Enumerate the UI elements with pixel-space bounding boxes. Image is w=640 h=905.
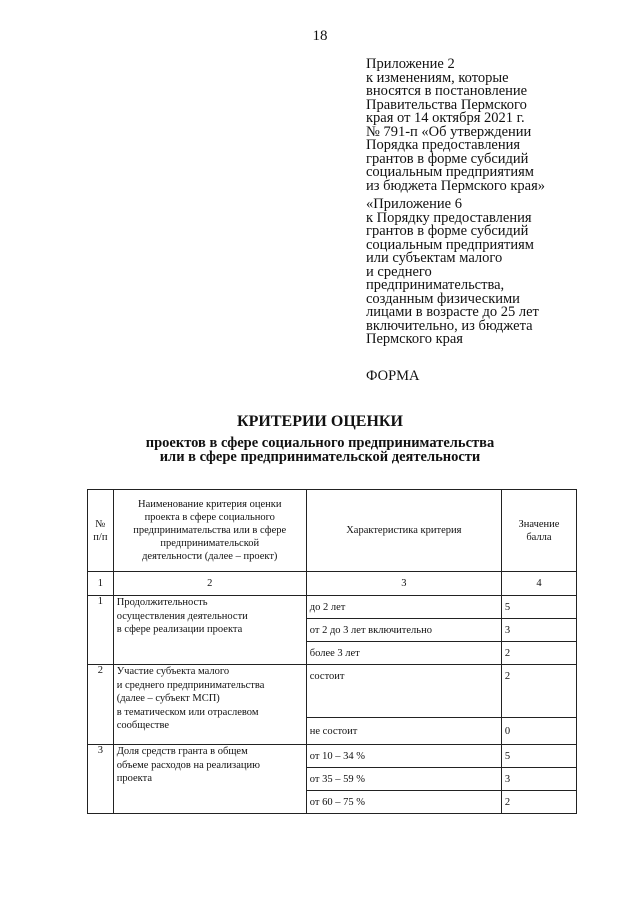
appendix-line: социальным предприятиям	[366, 164, 534, 180]
header-name-line: предпринимательства или в сфере	[133, 525, 287, 536]
criterion-number: 3	[88, 745, 114, 814]
criterion-characteristic: более 3 лет	[306, 642, 501, 665]
header-name-line: проекта в сфере социального	[144, 512, 275, 523]
header-score-line: балла	[526, 531, 552, 543]
column-number: 4	[501, 572, 576, 596]
criterion-score: 5	[501, 745, 576, 768]
criterion-name-line: Продолжительность	[116, 597, 208, 608]
appendix-2-note	[366, 58, 606, 193]
page-number: 18	[312, 28, 328, 44]
document-subtitle	[0, 436, 640, 464]
criterion-name-line: (далее – субъект МСП)	[116, 693, 220, 704]
column-number: 1	[88, 572, 114, 596]
appendix-line: грантов в форме субсидий	[366, 223, 529, 239]
criterion-characteristic: состоит	[306, 665, 501, 718]
criterion-name-line: Доля средств гранта в общем	[116, 746, 248, 757]
header-characteristic: Характеристика критерия	[306, 490, 501, 572]
appendix-line: или субъектам малого	[366, 250, 503, 266]
criterion-characteristic: от 60 – 75 %	[306, 791, 501, 814]
appendix-6-note	[366, 198, 606, 347]
appendix-line: Правительства Пермского	[366, 96, 527, 113]
criterion-characteristic: от 2 до 3 лет включительно	[306, 619, 501, 642]
document-title: КРИТЕРИИ ОЦЕНКИ	[237, 413, 403, 430]
table-row	[88, 745, 577, 768]
appendix-line: Пермского края	[366, 331, 463, 347]
criterion-name-line: в тематическом или отраслевом	[116, 706, 259, 718]
header-name-line: Наименование критерия оценки	[138, 499, 282, 510]
criterion-score: 2	[501, 642, 576, 665]
criterion-number: 2	[88, 665, 114, 745]
column-number-row	[88, 572, 577, 596]
header-score-line: Значение	[518, 518, 560, 530]
column-number: 3	[306, 572, 501, 596]
header-criterion-name	[113, 490, 306, 572]
criterion-characteristic: до 2 лет	[306, 596, 501, 619]
appendix-line: Порядка предоставления	[366, 137, 521, 153]
appendix-line: края от 14 октября 2021 г.	[366, 110, 525, 126]
appendix-line: грантов в форме субсидий	[366, 150, 529, 167]
appendix-line: социальным предприятиям	[366, 236, 534, 253]
header-number	[88, 490, 114, 572]
header-score	[501, 490, 576, 572]
table-row	[88, 596, 577, 619]
header-number-line: №	[95, 518, 106, 530]
appendix-line: включительно, из бюджета	[366, 317, 533, 334]
criterion-score: 3	[501, 768, 576, 791]
criterion-name-line: осуществления деятельности	[116, 610, 248, 622]
criterion-name-line: и среднего предпринимательства	[116, 679, 265, 691]
criterion-name-line: сообществе	[116, 720, 170, 731]
header-name-line: деятельности (далее – проект)	[142, 551, 278, 562]
subtitle-line: проектов в сфере социального предпринимательства	[145, 435, 495, 451]
criterion-name-line: проекта	[116, 773, 152, 784]
appendix-line: к Порядку предоставления	[366, 209, 532, 226]
appendix-line: Приложение 2	[366, 56, 455, 72]
criterion-name	[113, 596, 306, 665]
form-label: ФОРМА	[366, 368, 420, 384]
appendix-line: созданным физическими	[366, 290, 520, 307]
criterion-score: 3	[501, 619, 576, 642]
appendix-line: и среднего	[366, 263, 432, 280]
criterion-name-line: Участие субъекта малого	[116, 666, 230, 677]
criterion-name-line: объеме расходов на реализацию	[116, 759, 260, 771]
table-header-row	[88, 490, 577, 572]
criterion-name	[113, 665, 306, 745]
appendix-line: лицами в возрасте до 25 лет	[366, 304, 539, 320]
criterion-score: 2	[501, 665, 576, 718]
criteria-table	[87, 489, 577, 814]
criterion-characteristic: не состоит	[306, 718, 501, 745]
criterion-score: 2	[501, 791, 576, 814]
appendix-line: к изменениям, которые	[366, 69, 509, 86]
criterion-name	[113, 745, 306, 814]
header-name-line: предпринимательской	[160, 538, 260, 549]
appendix-line: вносятся в постановление	[366, 83, 528, 99]
appendix-line: из бюджета Пермского края»	[366, 177, 546, 194]
appendix-line: № 791-п «Об утверждении	[366, 123, 532, 140]
criterion-characteristic: от 10 – 34 %	[306, 745, 501, 768]
header-number-line: п/п	[93, 531, 108, 543]
criterion-score: 0	[501, 718, 576, 745]
appendix-line: «Приложение 6	[366, 196, 462, 212]
criterion-score: 5	[501, 596, 576, 619]
subtitle-line: или в сфере предпринимательской деятельности	[159, 449, 481, 465]
appendix-line: предпринимательства,	[366, 277, 505, 293]
table-row	[88, 665, 577, 718]
criterion-characteristic: от 35 – 59 %	[306, 768, 501, 791]
criterion-name-line: в сфере реализации проекта	[116, 624, 243, 635]
column-number: 2	[113, 572, 306, 596]
criterion-number: 1	[88, 596, 114, 665]
